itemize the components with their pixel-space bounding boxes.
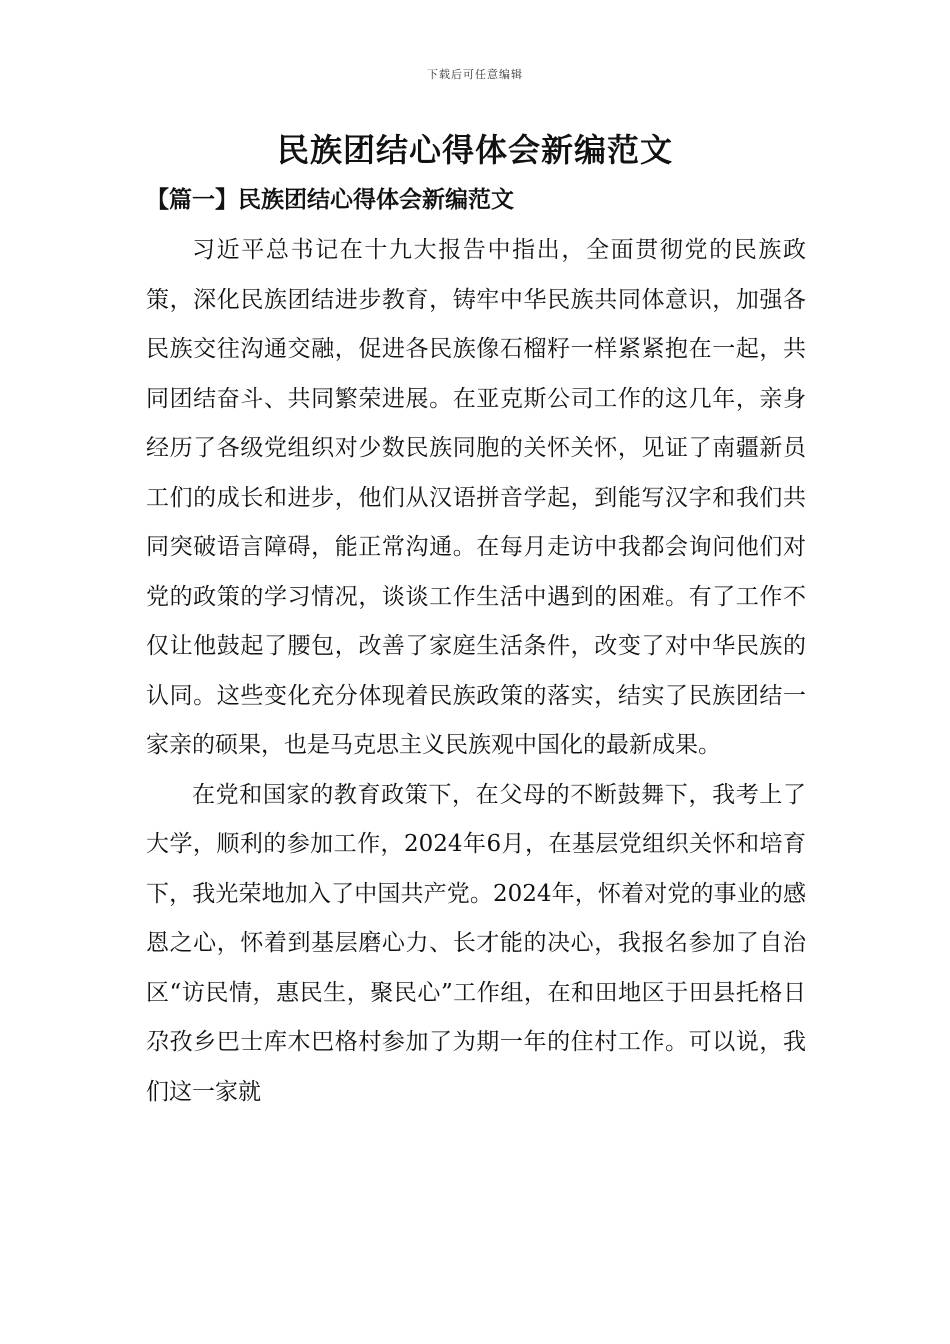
paragraph-1: 习近平总书记在十九大报告中指出，全面贯彻党的民族政策，深化民族团结进步教育，铸牢中华民族共同体意识，加强各民族交往沟通交融，促进各民族像石榴籽一样紧紧抱在一起，共同团结奋斗、共同繁荣进展。在亚克斯公司工作的这几年，亲身经历了各级党组织对少数民族同胞的关怀关怀，见证了南疆新员工们的成长和进步，他们从汉语拼音学起，到能写汉字和我们共同突破语言障碍，能正常沟通。在每月走访中我都会询问他们对党的政策的学习情况，谈谈工作生活中遇到的困难。有了工作不仅让他鼓起了腰包，改善了家庭生活条件，改变了对中华民族的认同。这些变化充分体现着民族政策的落实，结实了民族团结一家亲的硕果，也是马克思主义民族观中国化的最新成果。 [146, 237, 806, 758]
header-note: 下载后可任意编辑 [427, 68, 523, 81]
paragraph-2: 在党和国家的教育政策下，在父母的不断鼓舞下，我考上了大学，顺利的参加工作，2024年6月，在基层党组织关怀和培育下，我光荣地加入了中国共产党。2024年，怀着对党的事业的感恩之心，怀着到基层磨心力、长才能的决心，我报名参加了自治区“访民情，惠民生，聚民心”工作组，在和田地区于田县托格日尕孜乡巴士库木巴格村参加了为期一年的住村工作。可以说，我们这一家就 [146, 781, 806, 1105]
body-text [146, 226, 806, 1117]
page-title: 民族团结心得体会新编范文 [276, 131, 673, 169]
section-heading: 【篇一】民族团结心得体会新编范文 [146, 186, 514, 213]
